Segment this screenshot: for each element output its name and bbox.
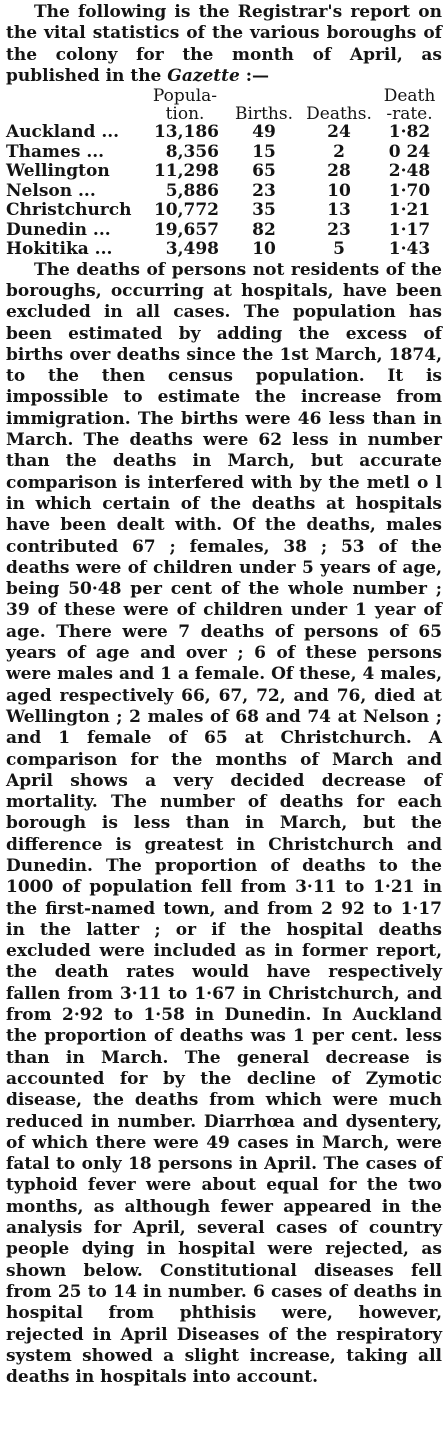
town-cell: Christchurch [6, 200, 132, 221]
death-rate-cell: 2·48 [388, 161, 431, 182]
table-row [6, 221, 442, 241]
gazette-title: Gazette [167, 65, 240, 86]
town-cell: Auckland ... [6, 122, 120, 143]
death-rate-cell: 1·82 [388, 122, 431, 143]
intro-end: :— [239, 65, 270, 86]
intro-text: The following is the Registrar's report on the vital statistics of the various boroughs of the colony for the month of April, as published in the [6, 2, 442, 86]
intro-paragraph [6, 2, 442, 87]
death-rate-cell: 1·17 [388, 219, 431, 240]
births-cell: 10 [252, 239, 276, 260]
death-rate-cell: 1·43 [388, 239, 431, 260]
table-row [6, 182, 442, 202]
header-death-rate [377, 87, 442, 123]
deaths-cell: 13 [327, 200, 351, 221]
deaths-cell: 5 [333, 239, 345, 260]
town-cell: Hokitika ... [6, 239, 113, 260]
births-cell: 35 [252, 200, 276, 221]
town-cell: Thames ... [6, 141, 105, 162]
births-cell: 49 [252, 122, 276, 143]
births-cell: 15 [252, 141, 276, 162]
report-body-paragraph [6, 260, 442, 1389]
table-row [6, 123, 442, 143]
deaths-cell: 10 [327, 180, 351, 201]
header-population [143, 87, 227, 123]
deaths-cell: 24 [327, 122, 351, 143]
births-cell: 23 [252, 180, 276, 201]
header-death-rate-label: Death-rate. [383, 86, 436, 125]
table-row [6, 201, 442, 221]
death-rate-cell: 0 24 [388, 141, 431, 162]
population-cell: 8,356 [165, 141, 219, 162]
population-cell: 3,498 [165, 239, 219, 260]
births-cell: 65 [252, 161, 276, 182]
population-cell: 5,886 [165, 180, 219, 201]
town-cell: Wellington [6, 161, 110, 182]
population-cell: 10,772 [153, 200, 219, 221]
header-births: Births. [235, 104, 293, 125]
report-body-text: The deaths of persons not residents of the boroughs, occurring at hospitals, have been excluded in all cases. The population has been estimated by adding the excess of births over deaths since the 1st March, 1874, to the then census population. It is impossible to estimate the increase from immigration. The births were 46 less than in March. The deaths were 62 less in number than the deaths in March, but accurate comparison is interfered with by the metl o l in which certain of the deaths at hospitals have been dealt with. Of the deaths, males contributed 67 ; females, 38 ; 53 of the deaths were of children under 5 years of age, being 50·48 per cent of the whole number ; 39 of these were of children under 1 year of age. There were 7 deaths of persons of 65 years of age and over ; 6 of these persons were males and 1 a female. Of these, 4 males, aged respectively 66, 67, 72, and 76, died at Wellington ; 2 males of 68 and 74 at Nelson ; and 1 female of 65 at Christchurch. A comparison for the months of March and April shows a very decided decrease of mortality. The number of deaths for each borough is less than in March, but the difference is greatest in Christchurch and Dunedin. The proportion of deaths to the 1000 of population fell from 3·11 to 1·21 in the first-named town, and from 2 92 to 1·17 in the latter ; or if the hospital deaths excluded were included as in former report, the death rates would have respectively fallen from 3·11 to 1·67 in Christchurch, and from 2·92 to 1·58 in Dunedin. In Auckland the proportion of deaths was 1 per cent. less than in March. The general decrease is accounted for by the decline of Zymotic disease, the deaths from which were much reduced in number. Diarrhœa and dysentery, of which there were 49 cases in March, were fatal to only 18 persons in April. The cases of typhoid fever were about equal for the two months, as although fewer appeared in the analysis for April, several cases of country people dying in hospital were rejected, as shown below. Constitutional diseases fell from 25 to 14 in number. 6 cases of deaths in hospital from phthisis were, however, rejected in April Diseases of the respiratory system showed a slight increase, taking all deaths in hospitals into account. [6, 259, 442, 1388]
deaths-cell: 2 [333, 141, 345, 162]
header-town [6, 87, 143, 123]
population-cell: 11,298 [153, 161, 219, 182]
town-cell: Nelson ... [6, 180, 96, 201]
table-row [6, 240, 442, 260]
deaths-cell: 28 [327, 161, 351, 182]
table-row [6, 143, 442, 163]
town-cell: Dunedin ... [6, 219, 111, 240]
population-cell: 13,186 [153, 122, 219, 143]
births-cell: 82 [252, 219, 276, 240]
death-rate-cell: 1·70 [388, 180, 431, 201]
deaths-cell: 23 [327, 219, 351, 240]
table-row [6, 162, 442, 182]
death-rate-cell: 1·21 [388, 200, 431, 221]
header-population-label: Popula-tion. [152, 86, 218, 125]
table-header-row [6, 87, 442, 123]
vital-statistics-table [6, 87, 442, 260]
population-cell: 19,657 [153, 219, 219, 240]
header-deaths: Deaths. [306, 104, 372, 125]
